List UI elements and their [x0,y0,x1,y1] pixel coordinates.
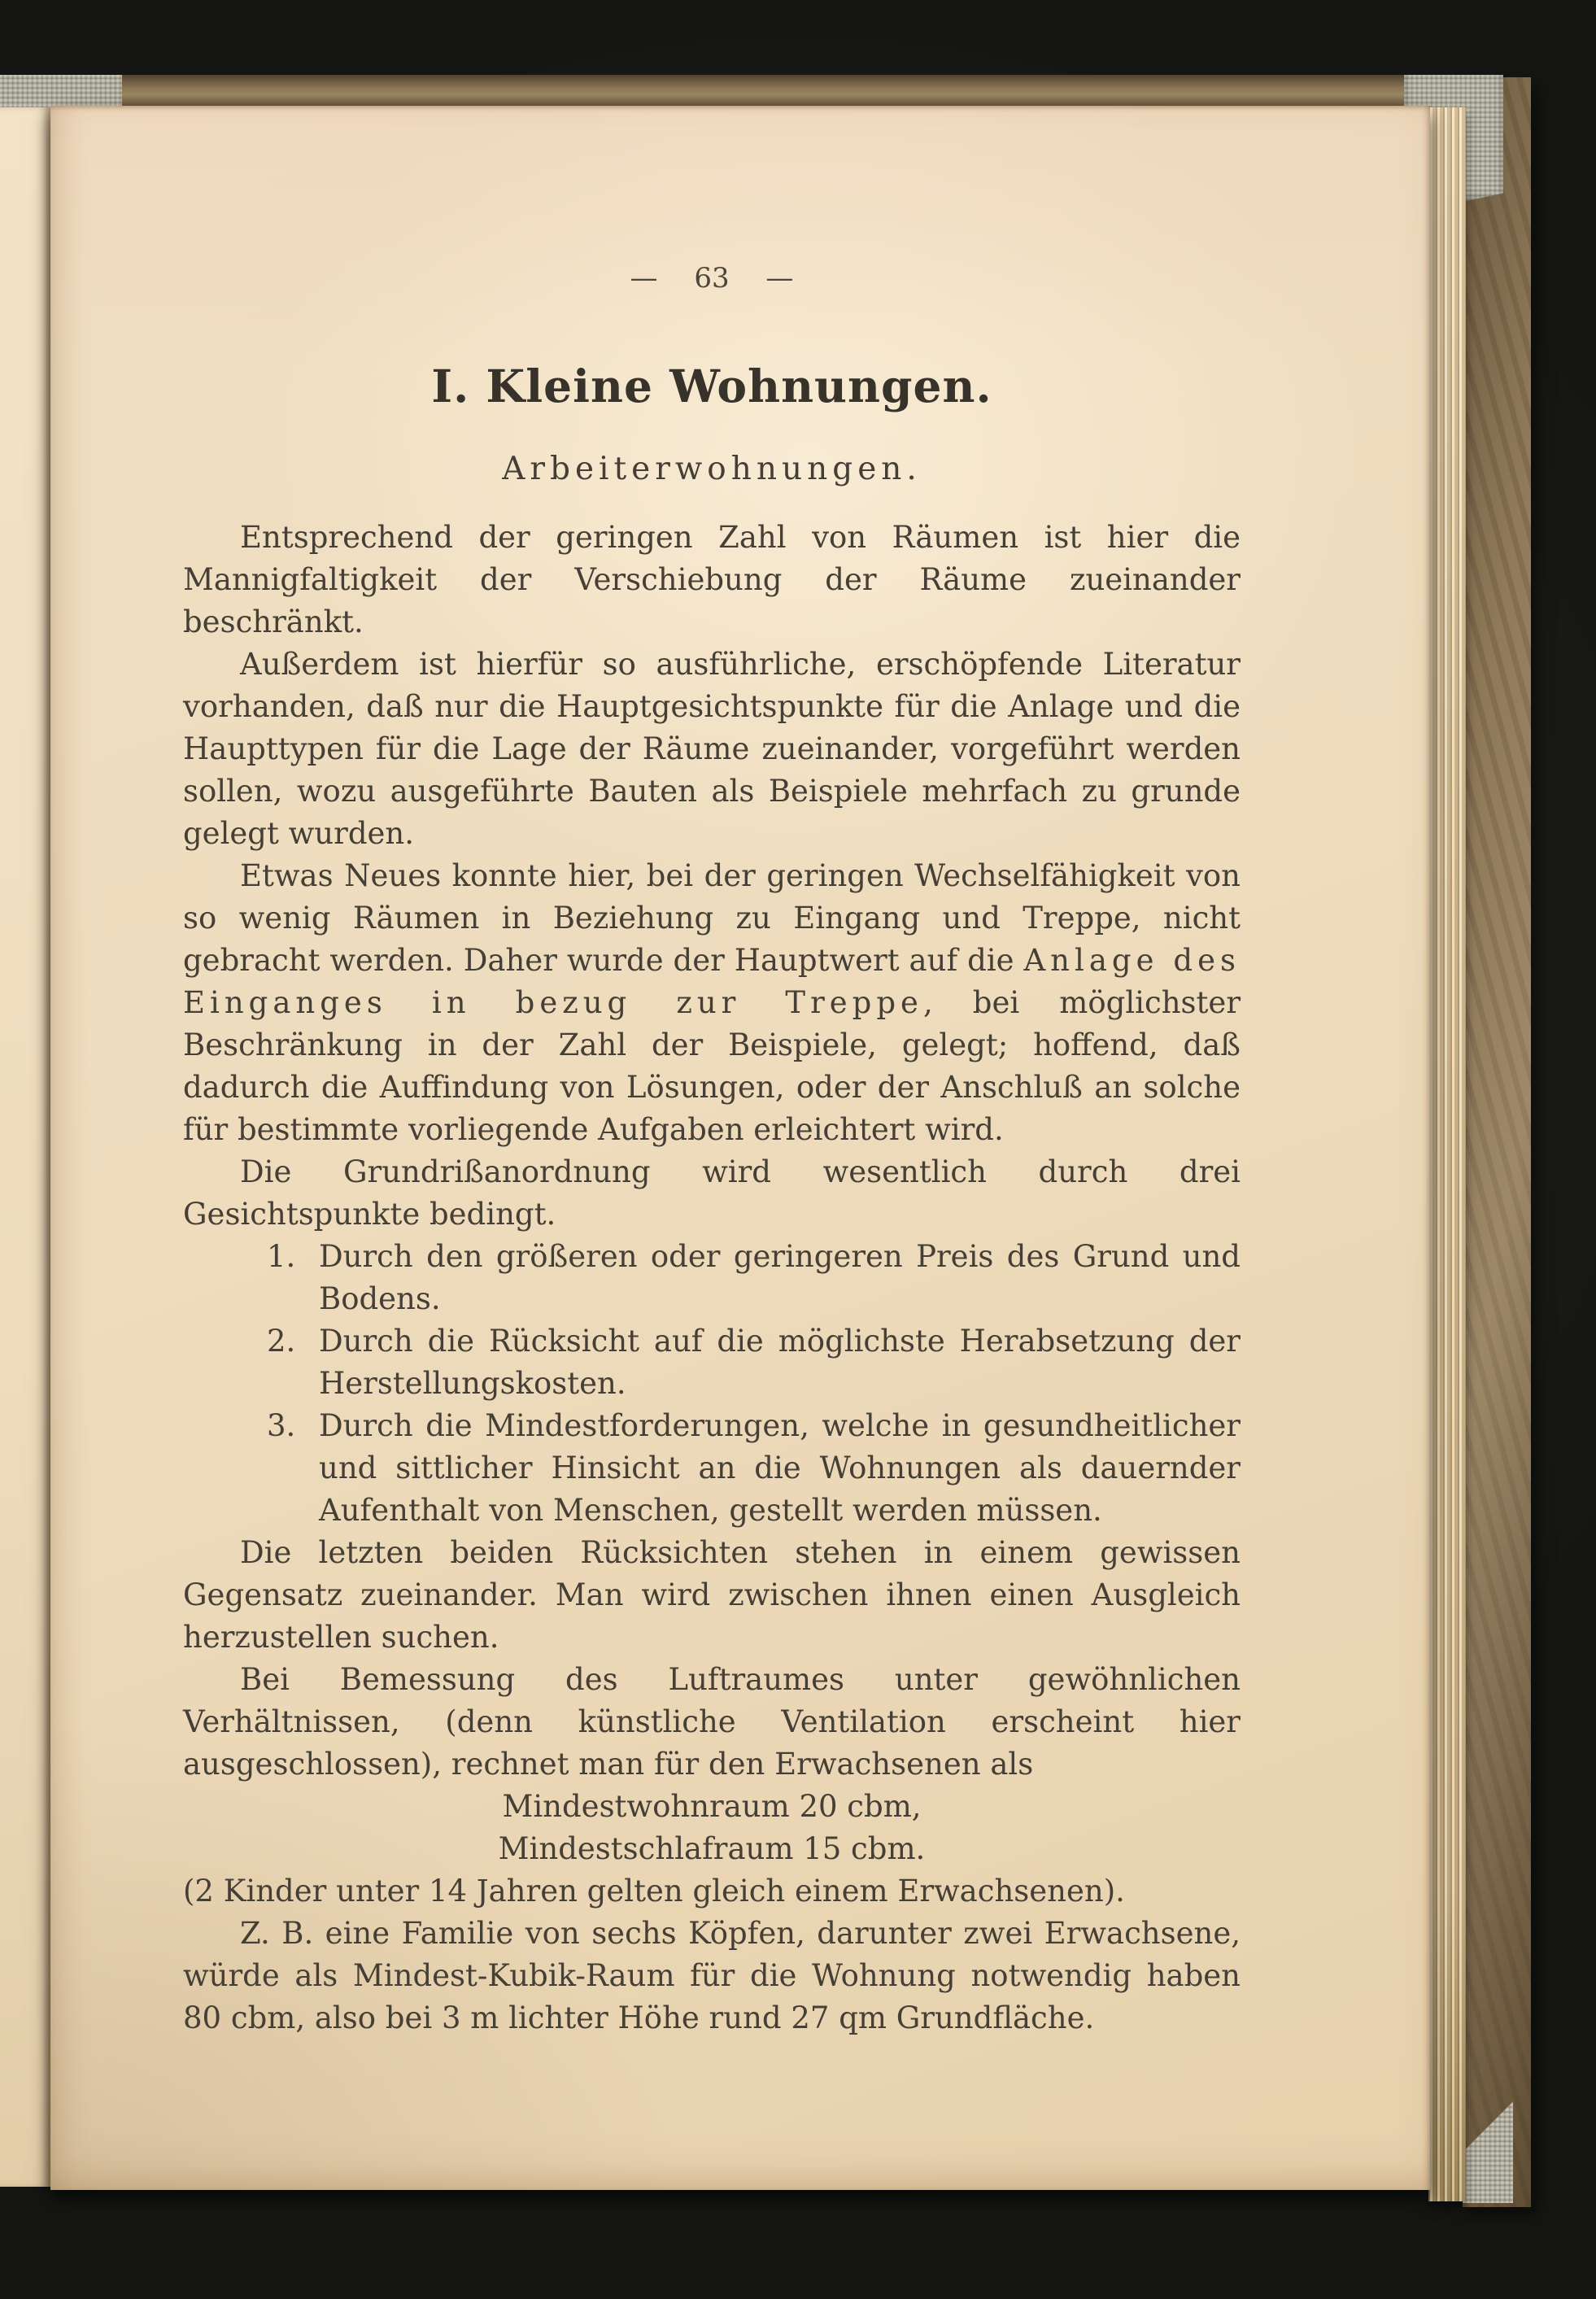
list-item-text: Durch die Mindestforderungen, welche in gesundheitlicher und sittlicher Hinsicht an die Wohnungen als dauernder Aufenthalt von Menschen, gestellt werden müssen. [319,1408,1241,1528]
paragraph-3 [183,855,1241,1151]
list-item-text: Durch die Rücksicht auf die möglichste Herabsetzung der Herstellungskosten. [319,1324,1241,1401]
cover-board-top-edge [122,75,1472,109]
section-title: I. Kleine Wohnungen. [431,360,992,412]
paragraph-5: Die letzten beiden Rücksichten stehen in einem gewissen Gegensatz zueinander. Man wird zwischen ihnen einen Ausgleich herzustellen suchen. [183,1535,1241,1655]
paragraph-3-text: Etwas Neues konnte hier, bei der geringen Wechselfähigkeit von so wenig Räumen in Beziehung zu Eingang und Treppe, nicht gebracht werden. Daher wurde der Hauptwert auf die [183,858,1241,978]
previous-page-edge [0,107,50,2187]
list-item [183,1236,1241,1320]
list-item [183,1405,1241,1532]
numbered-list [183,1236,1241,1532]
list-item [183,1320,1241,1405]
paragraph-4: Die Grundrißanordnung wird wesentlich durch drei Gesichtspunkte bedingt. [183,1154,1241,1232]
section-subtitle: Arbeiterwohnungen. [502,451,922,487]
page-number: — 63 — [630,262,794,294]
page-edge-stack [1428,107,1466,2201]
list-item-number: 3. [267,1408,296,1443]
paragraph-2: Außerdem ist hierfür so ausführliche, erschöpfende Literatur vorhanden, daß nur die Hauptgesichtspunkte für die Anlage und die Haupttypen für die Lage der Räume zueinander, vorgeführt werden sollen, wozu ausgeführte Bauten als Beispiele mehrfach zu grunde gelegt wurden. [183,647,1241,851]
cover-board-right-edge [1463,77,1531,2207]
list-item-number: 2. [267,1324,296,1359]
book-page [50,106,1430,2190]
text-column [183,517,1241,2039]
paragraph-6: Bei Bemessung des Luftraumes unter gewöhnlichen Verhältnissen, (denn künstliche Ventilation erscheint hier ausgeschlossen), rechnet man für den Erwachsenen als [183,1662,1241,1782]
list-item-text: Durch den größeren oder geringeren Preis des Grund und Bodens. [319,1239,1241,1316]
paragraph-1: Entsprechend der geringen Zahl von Räumen ist hier die Mannigfaltigkeit der Verschiebung der Räume zueinander beschränkt. [183,520,1241,639]
min-living-space-line: Mindestwohnraum 20 cbm, [502,1789,922,1824]
paragraph-7: (2 Kinder unter 14 Jahren gelten gleich einem Erwachsenen). [183,1874,1125,1909]
paragraph-3-continuation: , bei möglichster Beschränkung in der Zahl der Beispiele, gelegt; hoffend, daß dadurch die Auffindung von Lösungen, oder der Anschluß an solche für bestimmte vorliegende Aufgaben erleichtert wird. [183,985,1241,1147]
paragraph-8: Z. B. eine Familie von sechs Köpfen, darunter zwei Erwachsene, würde als Mindest-Kubik-Raum für die Wohnung notwendig haben 80 cbm, also bei 3 m lichter Höhe rund 27 qm Grundfläche. [183,1916,1241,2035]
list-item-number: 1. [267,1239,296,1274]
min-sleeping-space-line: Mindestschlafraum 15 cbm. [498,1831,926,1866]
emphasized-phrase: Anlage des Einganges in bezug zur Treppe [183,943,1241,1020]
